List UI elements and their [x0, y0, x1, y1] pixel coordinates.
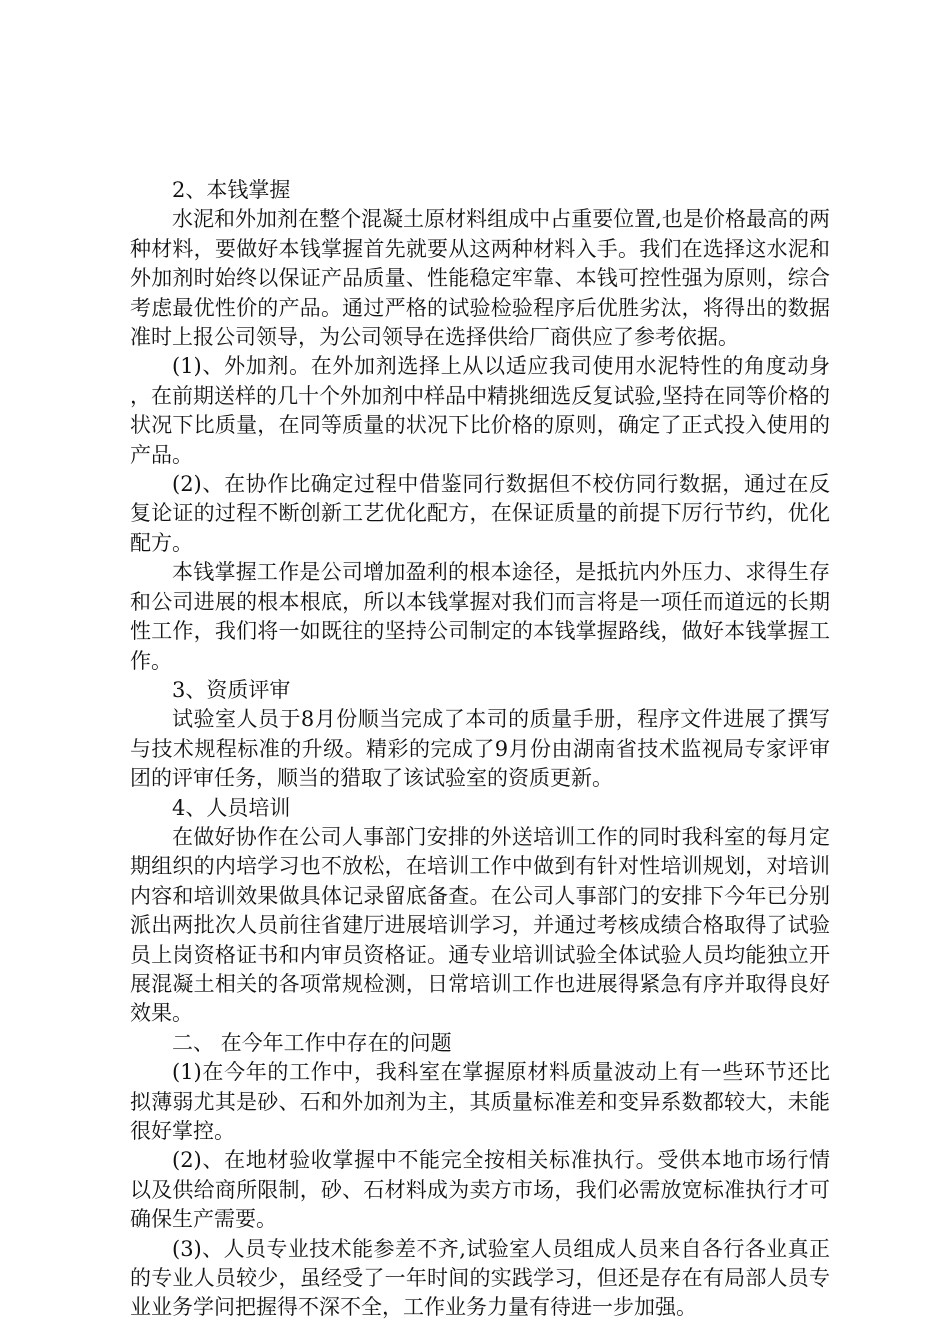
paragraph-admixture: (1)、外加剂。在外加剂选择上从以适应我司使用水泥特性的角度动身，在前期送样的几十个外加剂中样品中精挑细选反复试验,坚持在同等价格的状况下比质量，在同等质量的状况下比价格的原则，确定了正式投入使用的产品。 — [130, 354, 830, 467]
paragraph-training: 在做好协作在公司人事部门安排的外送培训工作的同时我科室的每月定期组织的内培学习也不放松，在培训工作中做到有针对性培训规划，对培训内容和培训效果做具体记录留底备查。在公司人事部门的安排下今年已分别派出两批次人员前往省建厅进展培训学习，并通过考核成绩合格取得了试验员上岗资格证书和内审员资格证。通专业培训试验全体试验人员均能独立开展混凝土相关的各项常规检测，日常培训工作也进展得紧急有序并取得良好效果。 — [130, 824, 830, 1026]
section-heading-cost-control: 2、本钱掌握 — [172, 178, 291, 202]
paragraph-mix-ratio: (2)、在协作比确定过程中借鉴同行数据但不校仿同行数据，通过在反复论证的过程不断创新工艺优化配方，在保证质量的前提下厉行节约，优化配方。 — [130, 472, 830, 555]
section-heading-qualification: 3、资质评审 — [172, 677, 291, 702]
section-heading-training: 4、人员培训 — [172, 795, 291, 820]
paragraph-cost-summary: 本钱掌握工作是公司增加盈利的根本途径，是抵抗内外压力、求得生存和公司进展的根本根底，所以本钱掌握对我们而言将是一项任而道远的长期性工作，我们将一如既往的坚持公司制定的本钱掌握路线，做好本钱掌握工作。 — [130, 560, 830, 673]
section-heading-problems: 二、 在今年工作中存在的问题 — [172, 1030, 452, 1055]
paragraph-problem-3: (3)、人员专业技术能参差不齐,试验室人员组成人员来自各行各业真正的专业人员较少，虽经受了一年时间的实践学习，但还是存在有局部人员专业业务学问把握得不深不全，工作业务力量有待进一步加强。 — [130, 1236, 830, 1320]
document-body — [130, 176, 830, 1323]
paragraph-problem-1: (1)在今年的工作中，我科室在掌握原材料质量波动上有一些环节还比拟薄弱尤其是砂、石和外加剂为主，其质量标准差和变异系数都较大，未能很好掌控。 — [130, 1060, 830, 1143]
paragraph-materials-intro: 水泥和外加剂在整个混凝土原材料组成中占重要位置,也是价格最高的两种材料，要做好本钱掌握首先就要从这两种材料入手。我们在选择这水泥和外加剂时始终以保证产品质量、性能稳定牢靠、本钱可控性强为原则，综合考虑最优性价的产品。通过严格的试验检验程序后优胜劣汰，将得出的数据准时上报公司领导，为公司领导在选择供给厂商供应了参考依据。 — [130, 207, 830, 350]
paragraph-problem-2: (2)、在地材验收掌握中不能完全按相关标准执行。受供本地市场行情以及供给商所限制，砂、石材料成为卖方市场，我们必需放宽标准执行才可确保生产需要。 — [130, 1148, 830, 1232]
paragraph-qualification: 试验室人员于8月份顺当完成了本司的质量手册，程序文件进展了撰写与技术规程标准的升级。精彩的完成了9月份由湖南省技术监视局专家评审团的评审任务，顺当的猎取了该试验室的资质更新。 — [130, 707, 830, 791]
